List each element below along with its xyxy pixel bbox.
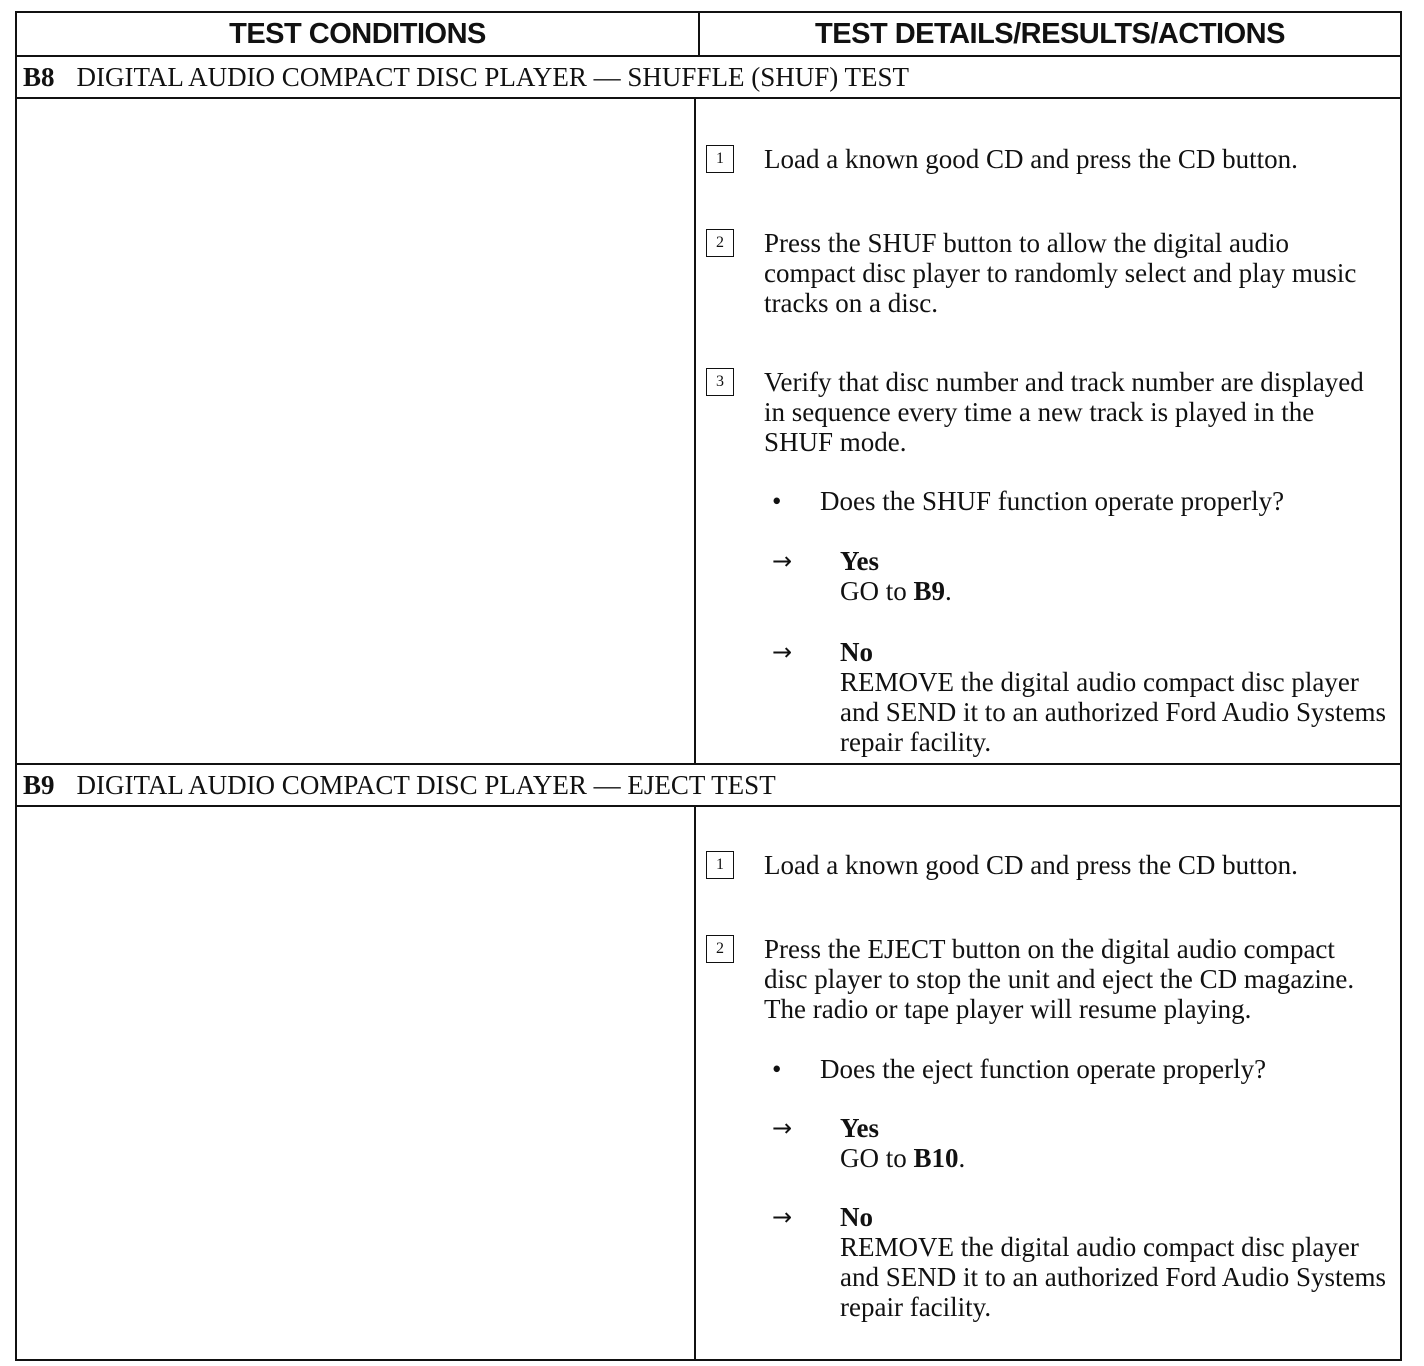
- step-text: Press the SHUF button to allow the digital audio compact disc player to randomly select and play music tracks on a disc.: [764, 228, 1357, 318]
- step-number-box: 2: [706, 229, 734, 257]
- step-item: [706, 850, 1400, 880]
- no-label: No: [840, 1202, 873, 1232]
- yes-action: GO to B10.: [840, 1143, 966, 1173]
- section-title-text: DIGITAL AUDIO COMPACT DISC PLAYER — SHUFFLE (SHUF) TEST: [76, 61, 909, 92]
- step-item: [706, 144, 1400, 174]
- right-arrow-icon: →: [772, 1203, 793, 1231]
- right-arrow-icon: →: [772, 638, 793, 666]
- step-item: [706, 228, 1400, 318]
- yes-action: GO to B9.: [840, 576, 952, 606]
- section-body-b8: [17, 99, 1400, 765]
- header-test-conditions: TEST CONDITIONS: [17, 13, 700, 55]
- yes-label: Yes: [840, 546, 879, 576]
- step-text: Load a known good CD and press the CD button.: [764, 144, 1298, 174]
- test-procedure-table: [15, 11, 1402, 1361]
- section-body-b9: [17, 807, 1400, 1359]
- section-title-text: DIGITAL AUDIO COMPACT DISC PLAYER — EJECT TEST: [76, 769, 776, 800]
- section-title-b9: [17, 765, 1400, 807]
- question-text: Does the SHUF function operate properly?: [820, 486, 1285, 516]
- question-text: Does the eject function operate properly?: [820, 1054, 1267, 1084]
- step-text: Press the EJECT button on the digital audio compact disc player to stop the unit and eject the CD magazine. The radio or tape player will resume playing.: [764, 934, 1355, 1024]
- no-action: REMOVE the digital audio compact disc player and SEND it to an authorized Ford Audio Systems repair facility.: [840, 667, 1386, 757]
- answer-no: [772, 1202, 1400, 1322]
- question-item: [772, 1054, 1400, 1084]
- test-conditions-cell: [17, 99, 696, 763]
- answer-no: [772, 637, 1400, 757]
- header-test-details: TEST DETAILS/RESULTS/ACTIONS: [815, 17, 1285, 50]
- step-number-box: 1: [706, 145, 734, 173]
- right-arrow-icon: →: [772, 547, 793, 575]
- section-code: B8: [23, 61, 55, 92]
- step-number-box: 2: [706, 935, 734, 963]
- no-action: REMOVE the digital audio compact disc player and SEND it to an authorized Ford Audio Systems repair facility.: [840, 1232, 1386, 1322]
- answer-yes: [772, 546, 1400, 606]
- goto-target-link[interactable]: B9: [913, 576, 946, 606]
- section-title-b8: [17, 57, 1400, 99]
- step-number-box: 1: [706, 851, 734, 879]
- step-text: Load a known good CD and press the CD button.: [764, 850, 1298, 880]
- test-conditions-cell: [17, 807, 696, 1359]
- step-text: Verify that disc number and track number are displayed in sequence every time a new track is played in the SHUF mode.: [764, 367, 1364, 457]
- yes-label: Yes: [840, 1113, 879, 1143]
- no-label: No: [840, 637, 873, 667]
- goto-target-link[interactable]: B10: [913, 1143, 959, 1173]
- bullet-icon: •: [772, 486, 782, 516]
- test-details-cell: [696, 99, 1400, 763]
- section-code: B9: [23, 769, 55, 800]
- step-item: [706, 367, 1400, 457]
- bullet-icon: •: [772, 1054, 782, 1084]
- table-header: [17, 13, 1400, 57]
- step-item: [706, 934, 1400, 1024]
- question-item: [772, 486, 1400, 516]
- right-arrow-icon: →: [772, 1114, 793, 1142]
- answer-yes: [772, 1113, 1400, 1173]
- step-number-box: 3: [706, 368, 734, 396]
- test-details-cell: [696, 807, 1400, 1359]
